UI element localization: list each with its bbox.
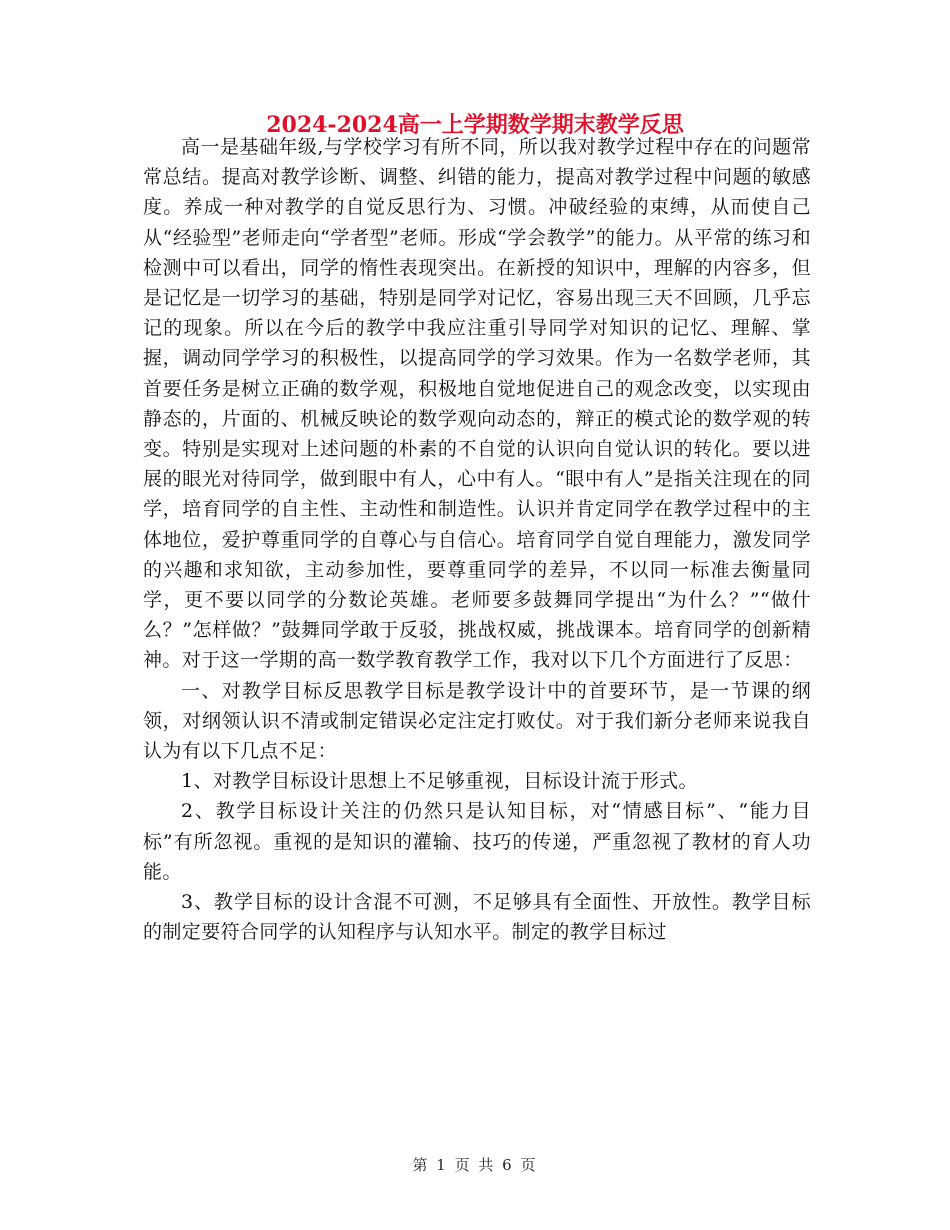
paragraph-section-one: 一、对教学目标反思教学目标是教学设计中的首要环节，是一节课的纲领，对纲领认识不清或制定错误必定注定打败仗。对于我们新分老师来说我自认为有以下几点不足：	[143, 679, 811, 763]
paragraph-point-1: 1、对教学目标设计思想上不足够重视，目标设计流于形式。	[181, 770, 698, 793]
paragraph-point-2: 2、教学目标设计关注的仍然只是认知目标，对“情感目标”、“能力目标”有所忽视。重视的是知识的灌输、技巧的传递，严重忽视了教材的育人功能。	[143, 800, 811, 883]
document-body	[143, 132, 811, 947]
document-title: 2024-2024高一上学期数学期末教学反思	[266, 112, 684, 138]
page-number-footer: 第 1 页 共 6 页	[412, 1156, 538, 1174]
paragraph-point-3: 3、教学目标的设计含混不可测，不足够具有全面性、开放性。教学目标的制定要符合同学的认知程序与认知水平。制定的教学目标过	[143, 891, 811, 944]
paragraph-intro: 高一是基础年级,与学校学习有所不同，所以我对教学过程中存在的问题常常总结。提高对教学诊断、调整、纠错的能力，提高对教学过程中问题的敏感度。养成一种对教学的自觉反思行为、习惯。冲破经验的束缚，从而使自己从“经验型”老师走向“学者型”老师。形成“学会教学”的能力。从平常的练习和检测中可以看出，同学的惰性表现突出。在新授的知识中，理解的内容多，但是记忆是一切学习的基础，特别是同学对记忆，容易出现三天不回顾，几乎忘记的现象。所以在今后的教学中我应注重引导同学对知识的记忆、理解、掌握，调动同学学习的积极性，以提高同学的学习效果。作为一名数学老师，其首要任务是树立正确的数学观，积极地自觉地促进自己的观念改变，以实现由静态的，片面的、机械反映论的数学观向动态的，辩正的模式论的数学观的转变。特别是实现对上述问题的朴素的不自觉的认识向自觉认识的转化。要以进展的眼光对待同学，做到眼中有人，心中有人。“眼中有人”是指关注现在的同学，培育同学的自主性、主动性和制造性。认识并肯定同学在教学过程中的主体地位，爱护尊重同学的自尊心与自信心。培育同学自觉自理能力，激发同学的兴趣和求知欲，主动参加性，要尊重同学的差异，不以同一标准去衡量同学，更不要以同学的分数论英雄。老师要多鼓舞同学提出“为什么？”“做什么？”怎样做？”鼓舞同学敢于反驳，挑战权威，挑战课本。培育同学的创新精神。对于这一学期的高一数学教育教学工作，我对以下几个方面进行了反思：	[143, 136, 811, 672]
